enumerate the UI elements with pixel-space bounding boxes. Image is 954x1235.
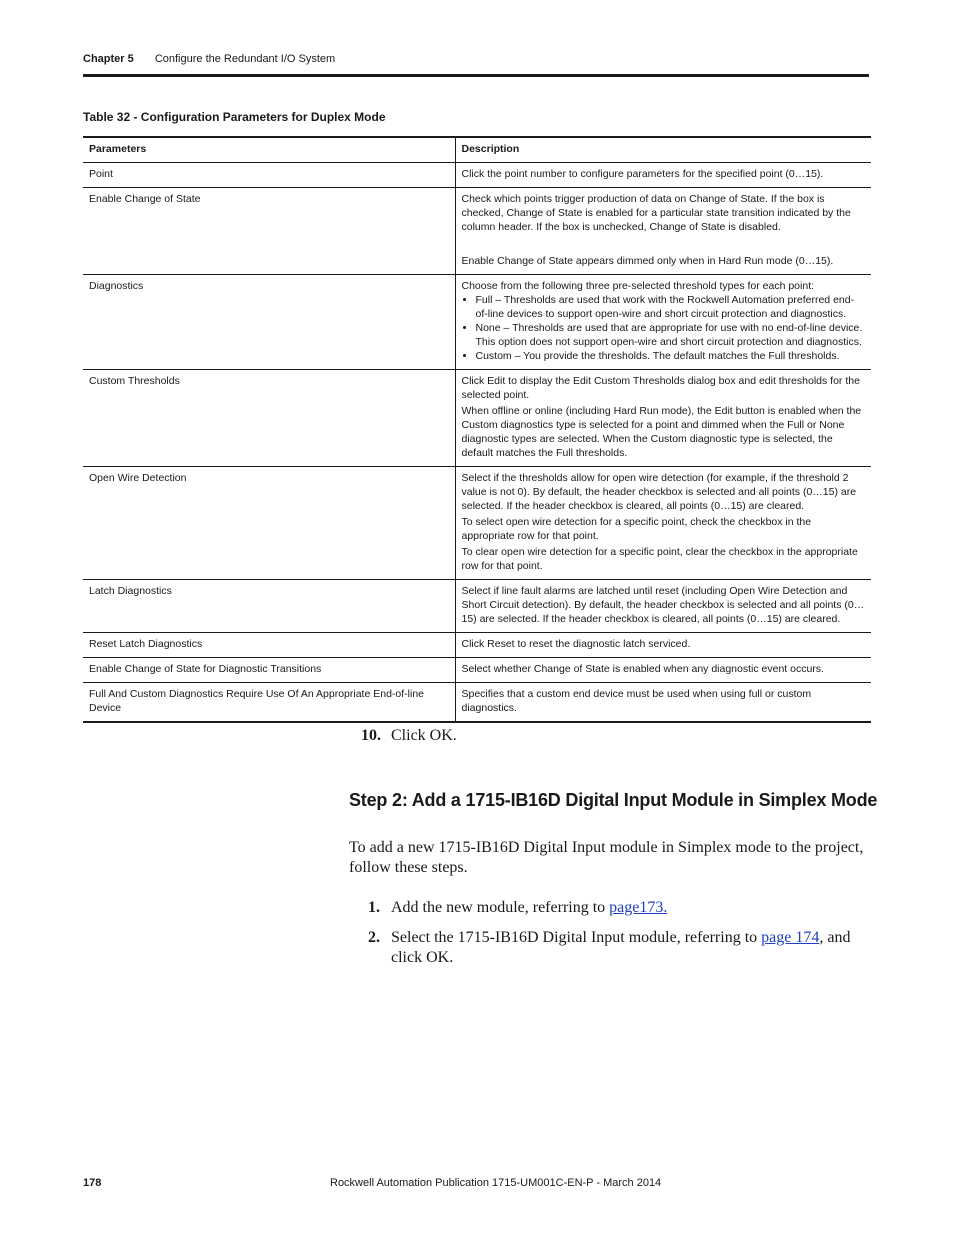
step-number: 2.	[368, 929, 380, 946]
table-row	[83, 658, 871, 683]
description-text: Select whether Change of State is enabled when any diagnostic event occurs.	[461, 663, 824, 675]
description-text: When offline or online (including Hard Run mode), the Edit button is enabled when the Custom diagnostics type is selected for a point and dimmed when the Full or None diagnostic types are selected. When the Custom diagnostic type is selected, the default matches the Full thresholds.	[461, 405, 862, 459]
step-text	[391, 898, 667, 918]
column-header-parameters: Parameters	[83, 137, 455, 163]
step-10	[361, 727, 457, 745]
table-row	[83, 683, 871, 723]
step-text-part: Add the new module, referring to	[391, 899, 610, 916]
table-caption: Table 32 - Configuration Parameters for Duplex Mode	[83, 110, 386, 124]
param-description	[455, 163, 871, 188]
description-text: Select if line fault alarms are latched until reset (including Open Wire Detection and Short Circuit detection). By default, the header checkbox is selected and all points (0…15) are selected. If the header checkbox is cleared, all points (0…15) are cleared.	[461, 585, 865, 625]
param-description	[455, 467, 871, 580]
step-number: 10.	[361, 727, 381, 744]
param-description	[455, 633, 871, 658]
param-name: Open Wire Detection	[83, 467, 455, 580]
section-heading: Step 2: Add a 1715-IB16D Digital Input Module in Simplex Mode	[349, 790, 878, 810]
param-name: Latch Diagnostics	[83, 580, 455, 633]
publication-info: Rockwell Automation Publication 1715-UM001C-EN-P - March 2014	[330, 1177, 662, 1189]
parameters-table	[83, 136, 871, 723]
step-text	[391, 928, 868, 968]
param-name: Enable Change of State	[83, 188, 455, 275]
param-name: Enable Change of State for Diagnostic Transitions	[83, 658, 455, 683]
table-row	[83, 163, 871, 188]
step-text-part: Select the 1715-IB16D Digital Input module, referring to	[391, 929, 762, 946]
param-description	[455, 370, 871, 467]
running-header	[83, 53, 335, 65]
step-text-part: , and click OK.	[391, 929, 851, 966]
table-header-row	[83, 137, 871, 163]
list-item: • None – Thresholds are used that are appropriate for use with no end-of-line device. This option does not support open-wire and short circuit protection and diagnostics.	[476, 321, 866, 349]
procedure-steps	[368, 898, 868, 978]
param-description	[455, 658, 871, 683]
header-rule	[83, 74, 869, 77]
description-text: Click Edit to display the Edit Custom Thresholds dialog box and edit thresholds for the selected point.	[461, 375, 860, 401]
description-text: Choose from the following three pre-selected threshold types for each point:	[461, 280, 815, 292]
table-row	[83, 633, 871, 658]
param-name: Full And Custom Diagnostics Require Use Of An Appropriate End-of-line Device	[83, 683, 455, 723]
description-text: Check which points trigger production of data on Change of State. If the box is checked, Change of State is enabled for a particular state transition indicated by the column header. If the box is unchecked, Change of State is disabled.	[461, 193, 851, 233]
chapter-title: Configure the Redundant I/O System	[154, 53, 336, 65]
description-text: Enable Change of State appears dimmed only when in Hard Run mode (0…15).	[461, 255, 834, 267]
description-text: To select open wire detection for a specific point, check the checkbox in the appropriate row for that point.	[461, 516, 812, 542]
threshold-type-list	[462, 293, 866, 363]
param-description	[455, 188, 871, 275]
table-row	[83, 188, 871, 275]
param-description	[455, 275, 871, 370]
step-text: Click OK.	[391, 727, 457, 744]
chapter-label: Chapter 5	[83, 53, 134, 65]
table-row	[83, 275, 871, 370]
param-name: Diagnostics	[83, 275, 455, 370]
section-intro: To add a new 1715-IB16D Digital Input module in Simplex mode to the project, follow these steps.	[349, 839, 864, 876]
param-description	[455, 580, 871, 633]
param-description	[455, 683, 871, 723]
table-row	[83, 580, 871, 633]
step-number: 1.	[368, 899, 380, 916]
list-item: • Custom – You provide the thresholds. The default matches the Full thresholds.	[476, 349, 866, 363]
description-text: Click the point number to configure parameters for the specified point (0…15).	[461, 168, 824, 180]
column-header-description: Description	[455, 137, 871, 163]
page-174-link[interactable]: page 174	[761, 929, 820, 946]
page-173-link[interactable]: page173.	[609, 899, 668, 916]
description-text: Click Reset to reset the diagnostic latch serviced.	[461, 638, 691, 650]
param-name: Point	[83, 163, 455, 188]
list-item: • Full – Thresholds are used that work with the Rockwell Automation preferred end-of-line devices to support open-wire and short circuit protection and diagnostics.	[476, 293, 866, 321]
param-name: Custom Thresholds	[83, 370, 455, 467]
description-text: Specifies that a custom end device must be used when using full or custom diagnostics.	[461, 688, 812, 714]
page-number: 178	[83, 1177, 102, 1189]
table-row	[83, 370, 871, 467]
procedure-step-1	[368, 898, 868, 918]
description-text: To clear open wire detection for a specific point, clear the checkbox in the appropriate row for that point.	[461, 546, 858, 572]
description-text: Select if the thresholds allow for open wire detection (for example, if the threshold 2 value is not 0). By default, the header checkbox is selected and all points (0…15) are selected. If the header checkbox is cleared, all points (0…15) are cleared.	[461, 472, 857, 512]
table-row	[83, 467, 871, 580]
param-name: Reset Latch Diagnostics	[83, 633, 455, 658]
procedure-step-2	[368, 928, 868, 968]
